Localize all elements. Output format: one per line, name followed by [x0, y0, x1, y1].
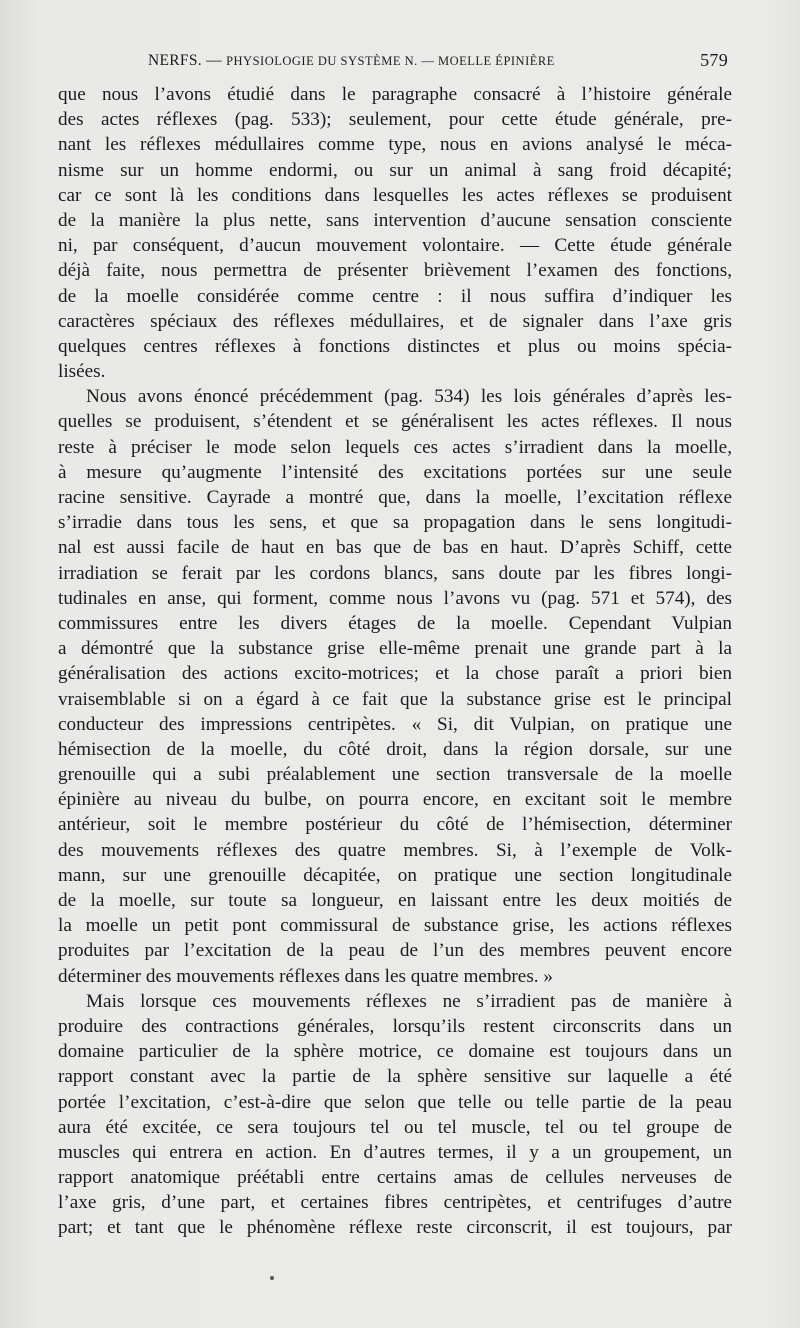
header-subject: PHYSIOLOGIE DU SYSTÈME N. — MOELLE ÉPINIÈRE	[226, 54, 555, 68]
text-line: produire des contractions générales, lorsqu’ils restent circonscrits dans un	[58, 1015, 732, 1037]
header-section: NERFS. —	[148, 52, 227, 69]
text-line: que nous l’avons étudié dans le paragraphe consacré à l’histoire générale	[58, 84, 732, 105]
text-line: vraisemblable si on a égard à ce fait que la substance grise est le principal	[58, 688, 732, 710]
text-line: de la manière la plus nette, sans intervention d’aucune sensation consciente	[58, 209, 732, 231]
text-line: hémisection de la moelle, du côté droit, dans la région dorsale, sur une	[58, 738, 732, 760]
text-line: s’irradie dans tous les sens, et que sa propagation dans le sens longitudi-	[58, 512, 732, 534]
text-line: racine sensitive. Cayrade a montré que, dans la moelle, l’excitation réflexe	[58, 487, 732, 508]
text-line: épinière au niveau du bulbe, on pourra encore, en excitant soit le membre	[58, 789, 732, 811]
text-line: caractères spéciaux des réflexes médullaires, et de signaler dans l’axe gris	[58, 310, 732, 332]
text-line: rapport constant avec la partie de la sphère sensitive sur laquelle a été	[58, 1066, 732, 1088]
text-line: muscles qui entrera en action. En d’autres termes, il y a un groupement, un	[58, 1141, 732, 1163]
text-line: commissures entre les divers étages de la moelle. Cependant Vulpian	[58, 612, 732, 634]
text-line: quelques centres réflexes à fonctions distinctes et plus ou moins spécia-	[58, 335, 732, 357]
text-line: aura été excitée, ce sera toujours tel ou tel muscle, tel ou tel groupe de	[58, 1116, 732, 1138]
text-line: irradiation se ferait par les cordons blancs, sans doute par les fibres longi-	[58, 562, 732, 584]
text-line: l’axe gris, d’une part, et certaines fibres centripètes, et centrifuges d’autre	[58, 1192, 732, 1214]
text-line: la moelle un petit pont commissural de substance grise, les actions réflexes	[58, 915, 732, 937]
text-line: des mouvements réflexes des quatre membres. Si, à l’exemple de Volk-	[58, 839, 732, 861]
page-number: 579	[700, 50, 728, 70]
print-speck	[270, 1276, 274, 1280]
text-line: a démontré que la substance grise elle-même prenait une grande part à la	[58, 638, 732, 660]
text-line: produites par l’excitation de la peau de l’un des membres peuvent encore	[58, 940, 732, 962]
text-line: ni, par conséquent, d’aucun mouvement volontaire. — Cette étude générale	[58, 235, 732, 257]
text-line: déjà faite, nous permettra de présenter brièvement l’examen des fonctions,	[58, 260, 732, 282]
body-text	[58, 82, 732, 1241]
text-line: des actes réflexes (pag. 533); seulement, pour cette étude générale, pre-	[58, 109, 732, 131]
text-line: lisées.	[58, 361, 106, 383]
text-line: mann, sur une grenouille décapitée, on pratique une section longitudinale	[58, 864, 732, 886]
text-line: reste à préciser le mode selon lequels ces actes s’irradient dans la moelle,	[58, 436, 732, 458]
text-line: à mesure qu’augmente l’intensité des excitations portées sur une seule	[58, 461, 732, 483]
text-line: car ce sont là les conditions dans lesquelles les actes réflexes se produisent	[58, 184, 732, 206]
text-line: quelles se produisent, s’étendent et se généralisent les actes réflexes. Il nous	[58, 411, 732, 433]
text-line: antérieur, soit le membre postérieur du côté de l’hémisection, déterminer	[58, 814, 732, 836]
paragraph-start-line: Nous avons énoncé précédemment (pag. 534) les lois générales d’après les-	[86, 386, 732, 408]
running-header	[148, 50, 738, 74]
text-line: nal est aussi facile de haut en bas que de bas en haut. D’après Schiff, cette	[58, 537, 732, 559]
text-line: de la moelle considérée comme centre : il nous suffira d’indiquer les	[58, 285, 732, 307]
text-line: portée l’excitation, c’est-à-dire que selon que telle ou telle partie de la peau	[58, 1091, 732, 1113]
text-line: rapport anatomique préétabli entre certains amas de cellules nerveuses de	[58, 1167, 732, 1189]
text-line: de la moelle, sur toute sa longueur, en laissant entre les deux moitiés de	[58, 890, 732, 911]
text-line: domaine particulier de la sphère motrice, ce domaine est toujours dans un	[58, 1041, 732, 1063]
text-line: nant les réflexes médullaires comme type, nous en avions analysé le méca-	[58, 134, 732, 156]
text-line: grenouille qui a subi préalablement une section transversale de la moelle	[58, 764, 732, 786]
text-line: généralisation des actions excito-motrices; et la chose paraît a priori bien	[58, 663, 732, 685]
text-line: nisme sur un homme endormi, ou sur un animal à sang froid décapité;	[58, 159, 732, 181]
text-line: tudinales en anse, qui forment, comme nous l’avons vu (pag. 571 et 574), des	[58, 587, 732, 609]
text-line: conducteur des impressions centripètes. « Si, dit Vulpian, on pratique une	[58, 713, 732, 735]
text-line: part; et tant que le phénomène réflexe reste circonscrit, il est toujours, par	[58, 1217, 732, 1239]
text-line: déterminer des mouvements réflexes dans les quatre membres. »	[58, 965, 553, 987]
paragraph-start-line: Mais lorsque ces mouvements réflexes ne s’irradient pas de manière à	[86, 990, 732, 1012]
running-header-title	[148, 52, 555, 70]
